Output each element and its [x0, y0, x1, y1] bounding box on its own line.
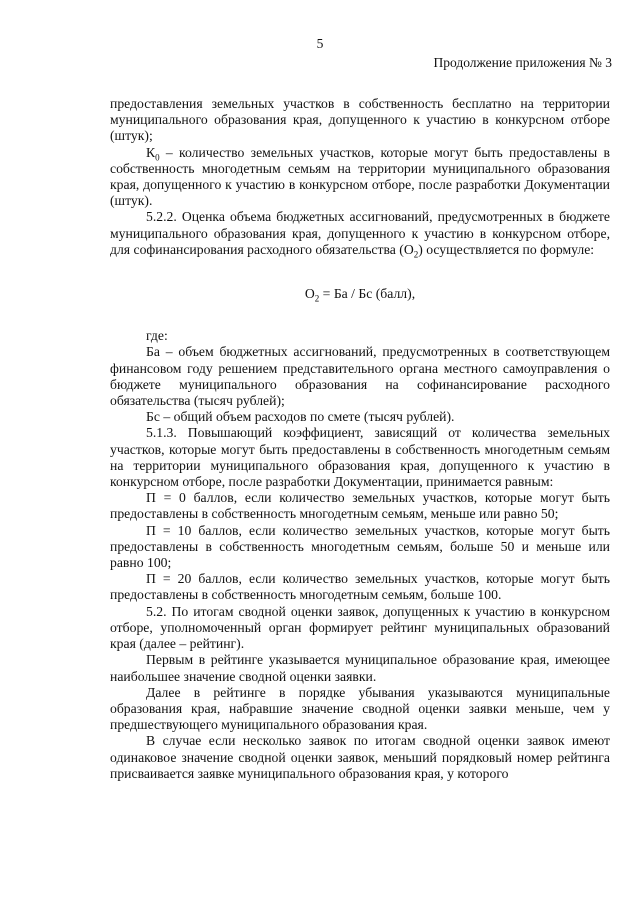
- paragraph: Ба – объем бюджетных ассигнований, предусмотренных в соответствующем финансовом году решением представительного органа местного самоуправления о бюджете муниципального образования на софинансирование расходного обязательства (тысяч рублей);: [110, 344, 610, 409]
- formula: [110, 286, 610, 302]
- paragraph: [110, 145, 610, 210]
- paragraph: П = 20 баллов, если количество земельных участков, которые могут быть предоставлены в собственность многодетным семьям, больше 100.: [110, 571, 610, 603]
- page-number: 5: [316, 36, 324, 51]
- paragraph: В случае если несколько заявок по итогам сводной оценки заявок имеют одинаковое значение сводной оценки заявок, меньший порядковый номер рейтинга присваивается заявке муниципального образования края, у которого: [110, 733, 610, 781]
- paragraph: [110, 209, 610, 258]
- paragraph: П = 10 баллов, если количество земельных участков, которые могут быть предоставлены в собственность многодетным семьям, больше 50 и меньше или равно 100;: [110, 522, 610, 571]
- formula-lhs: О: [304, 286, 315, 302]
- paragraph: Бс – общий объем расходов по смете (тысяч рублей).: [146, 409, 455, 425]
- paragraph-text: ) осуществляется по формуле:: [418, 241, 595, 257]
- document-body: [110, 96, 610, 782]
- paragraph: 5.2. По итогам сводной оценки заявок, допущенных к участию в конкурсном отборе, уполномоченный орган формирует рейтинг муниципальных образований края (далее – рейтинг).: [110, 603, 610, 652]
- paragraph-text: – количество земельных участков, которые могут быть предоставлены в собственность многодетным семьям на территории муниципального образования края, допущенного к участию в конкурсном отборе, после разработки Документации (штук).: [110, 144, 610, 209]
- paragraph: Первым в рейтинге указывается муниципальное образование края, имеющее наибольшее значение сводной оценки заявки.: [110, 652, 610, 684]
- formula-rhs: = Ба / Бс (балл),: [319, 286, 416, 302]
- variable: К: [146, 144, 156, 160]
- subscript: 0: [155, 152, 160, 163]
- paragraph-text: 5.2.2. Оценка объема бюджетных ассигнований, предусмотренных в бюджете муниципального образования края, допущенного к участию в конкурсном отборе, для софинансирования расходного обязательства (О: [110, 209, 610, 257]
- continuation-label: Продолжение приложения № 3: [433, 55, 612, 70]
- paragraph: П = 0 баллов, если количество земельных участков, которые могут быть предоставлены в собственность многодетным семьям, меньше или равно 50;: [110, 490, 610, 522]
- paragraph: Далее в рейтинге в порядке убывания указываются муниципальные образования края, набравшие значение сводной оценки заявки меньше, чем у предшествующего муниципального образования края.: [110, 684, 610, 733]
- subscript: 2: [413, 249, 419, 260]
- paragraph: 5.1.3. Повышающий коэффициент, зависящий от количества земельных участков, которые могут быть предоставлены в собственность многодетным семьям на территории муниципального образования края, допущенного к участию в конкурсном отборе, после разработки Документации, принимается равным:: [110, 425, 610, 490]
- paragraph: где:: [146, 328, 168, 344]
- formula-subscript: 2: [314, 293, 320, 304]
- paragraph: предоставления земельных участков в собственность бесплатно на территории муниципального образования края, допущенного к участию в конкурсном отборе (штук);: [110, 96, 610, 144]
